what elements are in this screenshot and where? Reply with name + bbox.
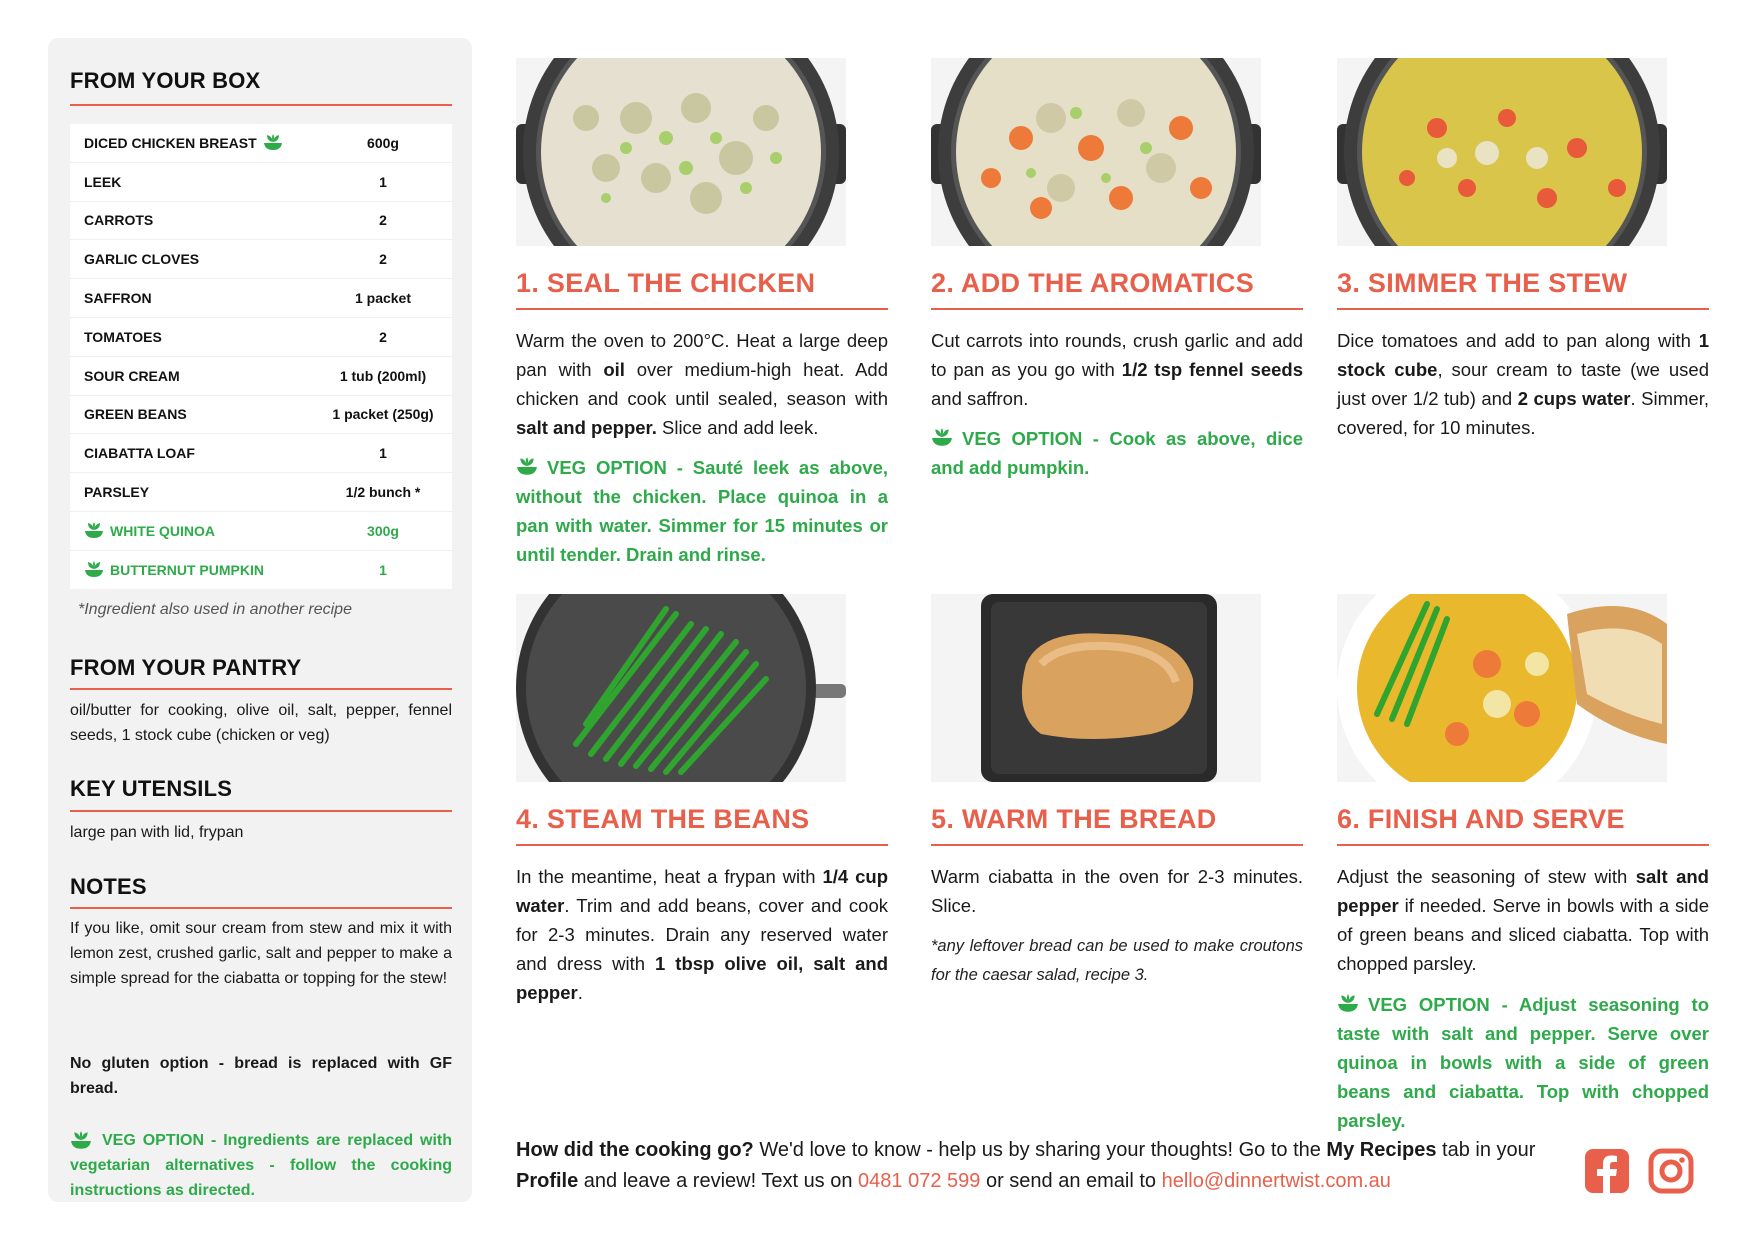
step-1-veg: VEG OPTION - Sauté leek as above, without the chicken. Place quinoa in a pan with water. Simmer for 15 minutes or until tender. Drain and rinse. [516, 457, 888, 565]
step-6-text [1337, 862, 1709, 978]
step-3-text-part: , sour cream to taste (we used just over 1/2 tub) and [1337, 359, 1709, 409]
step-5-note: *any leftover bread can be used to make croutons for the caesar salad, recipe 3. [931, 937, 1303, 984]
step-3-text-bold: 1 stock cube [1337, 330, 1709, 380]
step-3-text-part: . Simmer, covered, for 10 minutes. [1337, 388, 1709, 438]
ingredient-qty: 1/2 bunch * [345, 484, 421, 501]
notes-title-rule [70, 907, 452, 909]
ingredient-qty: 2 [379, 328, 387, 345]
step-2-text-part: Cut carrots into rounds, crush garlic and add to pan as you go with [931, 330, 1303, 380]
step-3-text [1337, 326, 1709, 442]
notes-text: If you like, omit sour cream from stew and mix it with lemon zest, crushed garlic, salt and pepper to make a simple spread for the ciabatta or topping for the stew! [70, 920, 452, 987]
ingredient-row [70, 124, 452, 163]
ingredient-qty: 1 tub (200ml) [339, 367, 427, 384]
leaf-bowl-icon [84, 522, 104, 539]
step-1-text [516, 326, 888, 442]
ingredient-qty: 600g [367, 134, 399, 151]
ingredient-name: GARLIC CLOVES [84, 251, 200, 268]
step-6-title: 6. FINISH AND SERVE [1337, 804, 1625, 834]
step-2-title: 2. ADD THE AROMATICS [931, 268, 1254, 298]
ingredient-name: LEEK [84, 173, 122, 190]
footer-text: We'd love to know - help us by sharing your thoughts! Go to the [753, 1139, 1327, 1161]
step-6-rule [1337, 844, 1709, 846]
ingredients-table [70, 124, 452, 589]
ingredient-name: CARROTS [84, 212, 154, 229]
ingredient-qty: 2 [379, 212, 387, 229]
notes-veg-text: VEG OPTION - Ingredients are replaced with vegetarian alternatives - follow the cooking instructions as directed. [70, 1132, 452, 1199]
ingredient-qty: 2 [379, 251, 387, 268]
step-5-photo [931, 594, 1261, 782]
ingredient-qty: 1 packet [354, 290, 412, 307]
ingredient-name: WHITE QUINOA [110, 522, 215, 539]
step-3-text-bold: 2 cups water [1517, 388, 1631, 409]
step-2-rule [931, 308, 1303, 310]
step-6-text-part: if needed. Serve in bowls with a side of green beans and sliced ciabatta. Top with chopped parsley. [1337, 895, 1709, 974]
ingredient-name: CIABATTA LOAF [84, 445, 195, 462]
step-5-title: 5. WARM THE BREAD [931, 804, 1217, 834]
utensils-title-rule [70, 810, 452, 812]
step-3-rule [1337, 308, 1709, 310]
step-2-photo [931, 58, 1261, 246]
pantry-title: FROM YOUR PANTRY [70, 655, 302, 680]
step-5-rule [931, 844, 1303, 846]
footer-text: and leave a review! Text us on [578, 1170, 859, 1192]
step-4-text-bold: 1 tbsp olive oil, salt and pepper [516, 953, 888, 1003]
step-1-text-bold: salt and pepper. [516, 417, 657, 438]
footer-text: tab in your [1436, 1139, 1536, 1161]
step-1-photo [516, 58, 846, 246]
step-6-photo [1337, 594, 1667, 782]
pantry-text: oil/butter for cooking, olive oil, salt, pepper, fennel seeds, 1 stock cube (chicken or veg) [70, 702, 452, 744]
notes-veg [70, 1128, 452, 1203]
step-3-text-part: Dice tomatoes and add to pan along with [1337, 330, 1699, 351]
pantry-title-rule [70, 688, 452, 690]
step-4-text [516, 862, 888, 1007]
ingredient-row [70, 357, 452, 396]
instagram-icon[interactable] [1648, 1148, 1694, 1194]
ingredient-row [70, 279, 452, 318]
ingredient-qty: 300g [367, 522, 399, 539]
step-1-text-part: over medium-high heat. Add chicken and cook until sealed, season with [516, 359, 888, 409]
footer-text: or send an email to [980, 1170, 1162, 1192]
ingredient-qty: 1 [379, 173, 387, 190]
step-4-rule [516, 844, 888, 846]
step-2-text-part: and saffron. [931, 388, 1029, 409]
ingredient-name: PARSLEY [84, 484, 150, 501]
ingredient-name: BUTTERNUT PUMPKIN [110, 561, 264, 578]
step-2-text-bold: 1/2 tsp fennel seeds [1121, 359, 1303, 380]
notes-title: NOTES [70, 874, 147, 899]
facebook-icon[interactable] [1584, 1148, 1630, 1194]
ingredient-row-veg [70, 512, 452, 551]
step-1-text-part: Slice and add leek. [656, 417, 819, 438]
step-1-text-part: Warm the oven to 200°C. Heat a large deep pan with [516, 330, 888, 380]
step-6-text-bold: salt and pepper [1337, 866, 1709, 916]
step-4-photo [516, 594, 846, 782]
ingredient-row [70, 396, 452, 435]
phone-link[interactable]: 0481 072 599 [858, 1170, 981, 1192]
ingredient-qty: 1 [379, 445, 387, 462]
step-6-veg: VEG OPTION - Adjust seasoning to taste with salt and pepper. Serve over quinoa in bowls with a side of green beans and ciabatta. Top with chopped parsley. [1337, 994, 1709, 1131]
leaf-bowl-icon [84, 561, 104, 578]
ingredient-row [70, 473, 452, 512]
step-4-title: 4. STEAM THE BEANS [516, 804, 810, 834]
ingredient-name: DICED CHICKEN BREAST [84, 134, 257, 151]
utensils-title: KEY UTENSILS [70, 776, 233, 801]
step-6-text-part: Adjust the seasoning of stew with [1337, 866, 1636, 887]
feedback-footer [516, 1135, 1576, 1197]
ingredient-name: SOUR CREAM [84, 367, 180, 384]
step-1-title: 1. SEAL THE CHICKEN [516, 268, 816, 298]
ingredient-name: SAFFRON [84, 290, 152, 307]
leaf-bowl-icon [70, 1131, 92, 1150]
step-4-text-part: In the meantime, heat a frypan with [516, 866, 823, 887]
ingredient-row [70, 240, 452, 279]
step-3-title: 3. SIMMER THE STEW [1337, 268, 1628, 298]
step-2-text [931, 326, 1303, 413]
ingredient-row [70, 202, 452, 241]
notes-gluten: No gluten option - bread is replaced with GF bread. [70, 1055, 452, 1097]
ingredients-sidebar [48, 38, 472, 1202]
leaf-bowl-icon [263, 134, 283, 151]
ingredient-row [70, 434, 452, 473]
footer-profile: Profile [516, 1170, 579, 1192]
ingredient-row-veg [70, 551, 452, 589]
step-4-text-part: . Trim and add beans, cover and cook for 2-3 minutes. Drain any reserved water and dress with [516, 895, 888, 974]
step-1-rule [516, 308, 888, 310]
email-link[interactable]: hello@dinnertwist.com.au [1161, 1170, 1391, 1192]
box-title: FROM YOUR BOX [70, 68, 261, 93]
ingredient-row [70, 163, 452, 202]
ingredient-footnote: *Ingredient also used in another recipe [78, 601, 352, 618]
ingredient-name: TOMATOES [84, 328, 162, 345]
ingredient-qty: 1 [379, 561, 387, 578]
footer-my-recipes: My Recipes [1326, 1139, 1437, 1161]
ingredient-row [70, 318, 452, 357]
box-title-rule [70, 104, 452, 106]
step-5-text-part: Warm ciabatta in the oven for 2-3 minutes. Slice. [931, 866, 1303, 916]
utensils-text: large pan with lid, frypan [70, 824, 244, 841]
step-1-text-bold: oil [603, 359, 625, 380]
ingredient-qty: 1 packet (250g) [332, 406, 434, 423]
step-5-text [931, 862, 1303, 920]
step-4-text-part: . [577, 982, 583, 1003]
step-2-veg: VEG OPTION - Cook as above, dice and add pumpkin. [931, 428, 1303, 478]
step-4-text-bold: 1/4 cup water [516, 866, 888, 916]
footer-question: How did the cooking go? [516, 1139, 754, 1161]
ingredient-name: GREEN BEANS [84, 406, 187, 423]
step-3-photo [1337, 58, 1667, 246]
